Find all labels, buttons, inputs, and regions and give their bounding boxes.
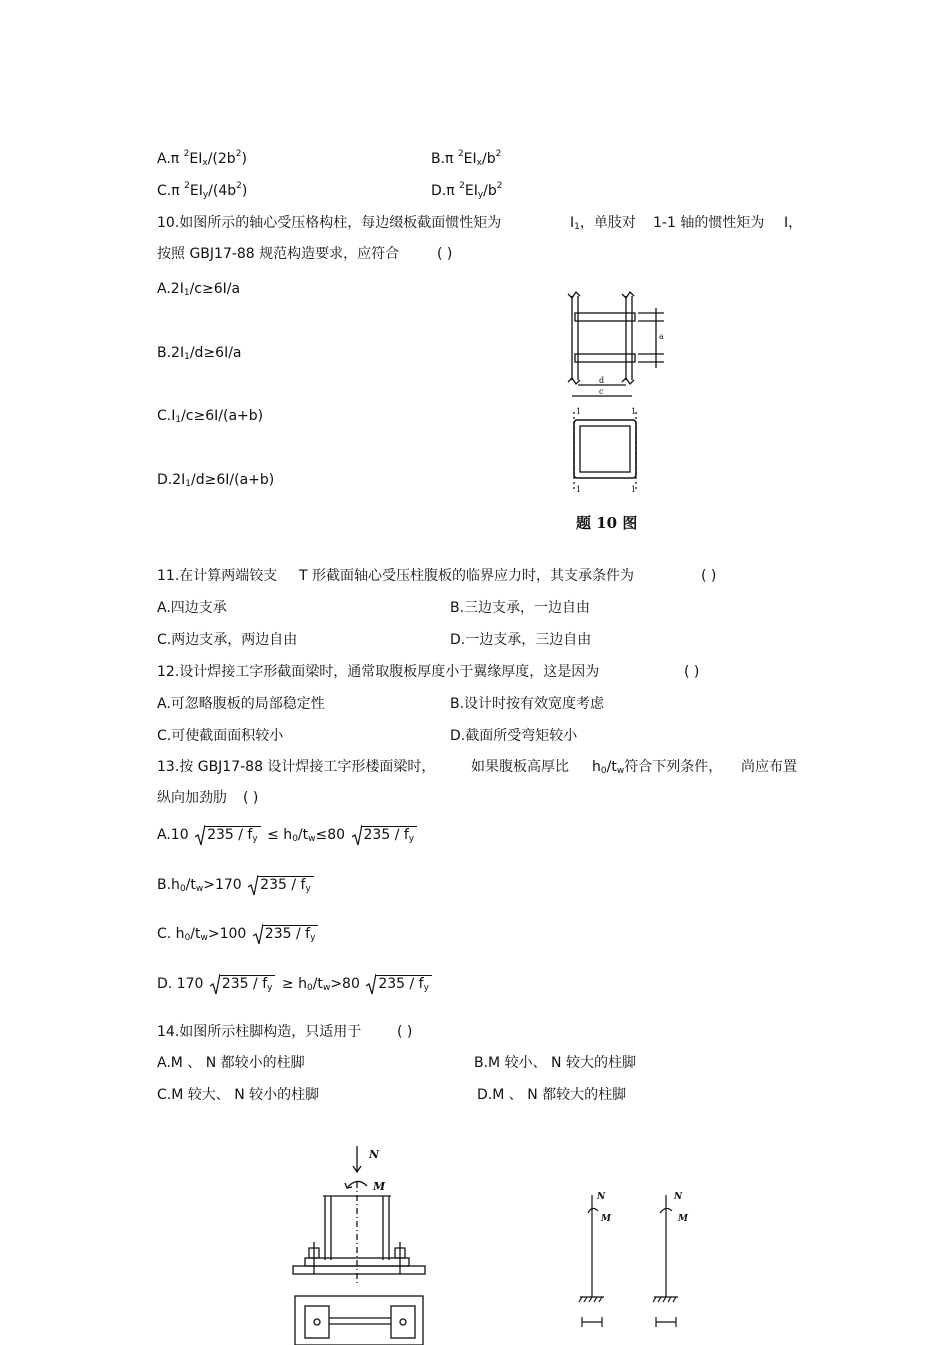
q14-option-d: D.M 、 N 都较大的柱脚	[477, 1087, 627, 1103]
q10-option-a	[157, 280, 240, 298]
q12-stem: 12.设计焊接工字形截面梁时，通常取腹板厚度小于翼缘厚度，这是因为	[157, 664, 600, 680]
q14-col1-hatch	[579, 1297, 602, 1302]
q13-root-text: 235 / f	[221, 976, 268, 992]
q10-option-b-sub: 1	[184, 352, 190, 362]
q11-option-c: C.两边支承，两边自由	[157, 632, 298, 648]
q9-option-c-sup2: 2	[236, 181, 242, 191]
q9-option-a-tail: /(2b	[207, 151, 236, 167]
q10-i1-sub: 1	[574, 222, 580, 232]
q9-option-d-mid: EI	[464, 183, 478, 199]
q9-option-b-prefix: B.π	[431, 151, 458, 167]
q10-stem-line1-e: I，	[784, 215, 803, 231]
q14-col2-label-m: M	[678, 1214, 688, 1224]
q10-label-1-tr: 1	[631, 407, 637, 416]
q9-option-a-sub: x	[202, 158, 208, 168]
q10-option-c-sub: 1	[175, 415, 182, 425]
q9-option-b-sup: 2	[457, 149, 464, 159]
q13-condition: 符合下列条件，	[624, 759, 723, 775]
q14-col2-section	[656, 1317, 676, 1327]
q13-t: /t	[606, 759, 617, 775]
q14-plan-bolt-left	[314, 1319, 320, 1325]
q9-option-b-sub: x	[476, 158, 482, 168]
q10-option-a-pre: A.2I	[157, 281, 184, 297]
q14-option-b: B.M 较小、 N 较大的柱脚	[474, 1055, 636, 1071]
q13-answer-paren: ( )	[243, 790, 259, 806]
q10-label-1-bl: 1	[576, 485, 582, 494]
q9-option-a-end: )	[241, 151, 247, 167]
q9-option-b	[431, 150, 501, 168]
q13-option-a	[157, 826, 419, 844]
q13-root-sub: y	[252, 834, 258, 844]
q10-section-inner	[580, 426, 630, 472]
q11-option-d: D.一边支承，三边自由	[450, 632, 592, 648]
q10-option-c-post: /c≥6I/(a+b)	[181, 408, 264, 424]
q13-root-text: 235 / f	[260, 877, 306, 893]
q10-stem-line1-d: 1-1 轴的惯性矩为	[653, 215, 765, 231]
q13-option-d-sqrt-2	[366, 975, 432, 993]
radical-sign-icon	[248, 874, 258, 896]
q14-col1-section	[582, 1317, 602, 1327]
q13-stem-c	[592, 758, 722, 776]
q10-figure-caption: 题 10 图	[576, 514, 638, 532]
q14-plan-right-plate	[391, 1306, 415, 1338]
q10-option-c-pre: C.I	[157, 408, 176, 424]
q13-option-b-w: w	[195, 884, 204, 894]
q14-col1-moment-arc	[588, 1208, 598, 1213]
q14-col2-hatch	[653, 1297, 676, 1302]
q10-label-d: d	[599, 376, 605, 385]
q13-option-d-mid-t: /t	[312, 976, 323, 992]
q13-option-a-mid-w: w	[308, 834, 316, 844]
q13-stem-a: 13.按 GBJ17-88 设计焊接工字形楼面梁时，	[157, 759, 436, 775]
q13-root-sub: y	[408, 834, 415, 844]
q9-option-a	[157, 150, 247, 168]
q14-column-base-figure	[285, 1138, 435, 1345]
q14-col1-label-m: M	[601, 1214, 611, 1224]
q14-plan-bolt-right	[400, 1319, 406, 1325]
q10-label-c: c	[599, 387, 604, 396]
q11-option-a: A.四边支承	[157, 600, 227, 616]
q13-option-d-sqrt-1	[210, 975, 276, 993]
q9-option-c-sub: y	[202, 190, 209, 200]
q13-root-sub: y	[310, 933, 316, 943]
q10-figure	[560, 288, 675, 498]
q13-option-c-w: w	[200, 933, 208, 943]
q13-root-sub: y	[267, 983, 273, 993]
radical-sign-icon	[253, 923, 263, 945]
q14-label-n: N	[369, 1148, 380, 1161]
q14-col1-label-n: N	[597, 1192, 606, 1202]
q9-option-d-sub: y	[477, 190, 484, 200]
q10-section-outline	[574, 420, 636, 478]
q13-root-text: 235 / f	[264, 926, 311, 942]
q13-option-c-tail: >100	[207, 926, 247, 942]
q10-option-a-post: /c≥6I/a	[189, 281, 241, 297]
q11-option-b: B.三边支承，一边自由	[450, 600, 591, 616]
q13-option-b-0: 0	[179, 884, 186, 894]
q11-answer-paren: ( )	[701, 568, 717, 584]
q10-option-c	[157, 407, 263, 425]
q13-stem-e: 尚应布置	[741, 759, 797, 775]
radical-sign-icon	[210, 973, 220, 995]
q10-option-b-pre: B.2I	[157, 345, 185, 361]
q14-option-c: C.M 较大、 N 较小的柱脚	[157, 1087, 320, 1103]
q13-option-b-tail: >170	[203, 877, 242, 893]
q10-stem-line1-a: 10.如图所示的轴心受压格构柱，每边缀板截面惯性矩为	[157, 215, 502, 231]
q9-option-a-mid: EI	[189, 151, 203, 167]
q13-option-a-pre: A.10	[157, 827, 189, 843]
q10-answer-paren: ( )	[437, 246, 453, 262]
q9-option-c	[157, 182, 247, 200]
q13-h: h	[592, 759, 601, 775]
q14-schematic-figure	[570, 1185, 710, 1335]
q10-stem-line1-b	[570, 214, 636, 232]
q10-option-d-post: /d≥6I/(a+b)	[191, 472, 275, 488]
radical-sign-icon	[195, 824, 205, 846]
q11-stem-a: 11.在计算两端铰支	[157, 568, 278, 584]
q13-root-sub: y	[305, 884, 311, 894]
q13-option-a-sqrt-2	[352, 826, 418, 844]
q9-option-d	[431, 182, 503, 200]
q13-option-c-sqrt	[253, 925, 319, 943]
q9-option-a-sup2: 2	[235, 149, 242, 159]
q12-answer-paren: ( )	[684, 664, 700, 680]
q9-option-d-tail: /b	[483, 183, 497, 199]
q13-option-b-h: B.h	[157, 877, 180, 893]
q9-option-c-prefix: C.π	[157, 183, 185, 199]
q13-option-d-mid-tail: >80	[330, 976, 360, 992]
q13-option-c-0: 0	[184, 933, 191, 943]
q10-option-d-sub: 1	[185, 479, 192, 489]
q10-option-d-pre: D.2I	[157, 472, 186, 488]
q10-option-b	[157, 344, 242, 362]
q9-option-b-sup2: 2	[495, 149, 502, 159]
q13-root-text: 235 / f	[378, 976, 424, 992]
q9-option-d-sup: 2	[459, 181, 465, 191]
q12-option-c: C.可使截面面积较小	[157, 728, 284, 744]
q9-option-b-mid: EI	[463, 151, 477, 167]
q14-col2-label-n: N	[674, 1192, 683, 1202]
q14-plan-left-plate	[305, 1306, 329, 1338]
q13-root-sub: y	[423, 983, 429, 993]
q9-option-b-tail: /b	[481, 151, 496, 167]
q9-option-c-sup: 2	[184, 181, 190, 191]
q14-option-a: A.M 、 N 都较小的柱脚	[157, 1055, 305, 1071]
q11-stem-b: T 形截面轴心受压柱腹板的临界应力时，其支承条件为	[299, 568, 635, 584]
q13-h-sub: 0	[600, 766, 607, 776]
q14-label-m: M	[373, 1180, 386, 1193]
q10-option-d	[157, 471, 274, 489]
q9-option-d-prefix: D.π	[431, 183, 460, 199]
q13-option-d-mid-w: w	[322, 983, 331, 993]
q10-option-b-post: /d≥6I/a	[189, 345, 242, 361]
q13-option-d	[157, 975, 434, 993]
q13-option-b-t: /t	[185, 877, 196, 893]
q13-option-c-h: C. h	[157, 926, 185, 942]
q13-option-c	[157, 925, 320, 943]
radical-sign-icon	[366, 973, 376, 995]
q12-option-b: B.设计时按有效宽度考虑	[450, 696, 605, 712]
q13-option-b-sqrt	[248, 876, 314, 894]
q9-option-c-end: )	[241, 183, 248, 199]
q10-single-limb: ，单肢对	[579, 215, 636, 231]
q10-label-1-tl: 1	[576, 407, 582, 416]
q14-base-plate	[293, 1266, 425, 1274]
q13-t-sub: w	[616, 766, 625, 776]
q9-option-c-mid: EI	[189, 183, 203, 199]
q10-label-a: a	[659, 332, 664, 341]
radical-sign-icon	[352, 824, 362, 846]
q10-i1: I	[570, 215, 575, 231]
q13-option-a-mid-0: 0	[292, 834, 298, 844]
q9-option-a-prefix: A.π	[157, 151, 184, 167]
q10-label-1-br: 1	[631, 485, 637, 494]
q13-option-b	[157, 876, 316, 894]
q13-option-d-mid-h: ≥ h	[281, 976, 307, 992]
q13-option-a-mid-tail: ≤80	[315, 827, 346, 843]
q13-option-d-pre: D. 170	[157, 976, 204, 992]
q13-option-d-mid-0: 0	[306, 983, 313, 993]
q13-root-text: 235 / f	[363, 827, 409, 843]
q13-option-a-mid-h: ≤ h	[267, 827, 293, 843]
q9-option-d-sup2: 2	[496, 181, 503, 191]
q14-stem: 14.如图所示柱脚构造，只适用于	[157, 1024, 362, 1040]
q9-option-a-sup: 2	[183, 149, 190, 159]
q10-stem-line2: 按照 GBJ17-88 规范构造要求，应符合	[157, 246, 400, 262]
q9-option-c-tail: /(4b	[208, 183, 237, 199]
q14-answer-paren: ( )	[397, 1024, 413, 1040]
q13-option-a-sqrt-1	[195, 826, 261, 844]
q13-stem-b: 如果腹板高厚比	[471, 759, 569, 775]
q12-option-d: D.截面所受弯矩较小	[450, 728, 578, 744]
q13-root-text: 235 / f	[207, 827, 253, 843]
q12-option-a: A.可忽略腹板的局部稳定性	[157, 696, 325, 712]
q10-option-a-sub: 1	[183, 288, 190, 298]
q13-option-a-mid-t: /t	[297, 827, 309, 843]
q13-stem-line2: 纵向加劲肋	[157, 790, 227, 806]
q13-option-c-t: /t	[190, 926, 201, 942]
